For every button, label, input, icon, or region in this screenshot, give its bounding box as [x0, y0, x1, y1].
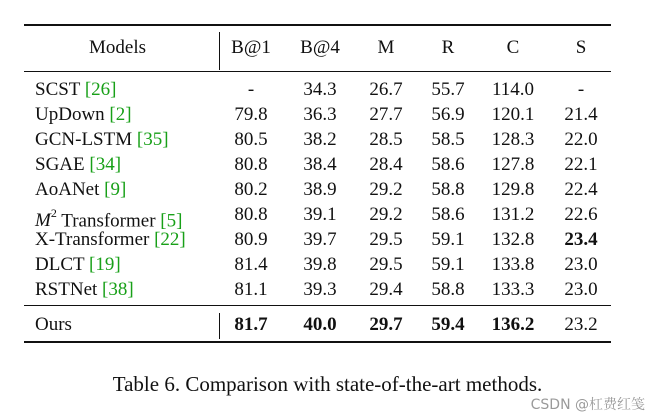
citation-link[interactable]: [38]: [102, 279, 134, 300]
metric-cell: 29.7: [369, 314, 403, 335]
metric-cell: 81.7: [234, 314, 268, 335]
model-name: [35, 179, 126, 201]
metric-cell: 80.8: [234, 204, 268, 225]
metric-cell: 120.1: [491, 104, 535, 125]
metric-cell: 55.7: [431, 79, 465, 100]
column-header: B@4: [300, 37, 340, 58]
model-name: [35, 279, 134, 301]
model-name: [35, 314, 72, 336]
metric-cell: 80.5: [234, 129, 268, 150]
watermark: CSDN @杠费红笺: [530, 397, 645, 413]
metric-cell: 29.5: [369, 229, 403, 250]
model-name: [35, 104, 132, 126]
model-label: X-Transformer: [35, 229, 150, 250]
metric-cell: 28.5: [369, 129, 403, 150]
column-header: Models: [89, 37, 146, 58]
model-name: [35, 129, 169, 151]
metric-cell: -: [247, 79, 255, 100]
citation-link[interactable]: [2]: [109, 104, 132, 125]
metric-cell: 27.7: [369, 104, 403, 125]
metric-cell: 129.8: [491, 179, 535, 200]
metric-cell: 22.4: [564, 179, 598, 200]
top-rule: [24, 24, 611, 26]
metric-cell: 29.4: [369, 279, 403, 300]
model-name: [35, 79, 116, 101]
metric-cell: 81.1: [234, 279, 268, 300]
metric-cell: 22.6: [564, 204, 598, 225]
model-name: [35, 254, 121, 276]
metric-cell: 39.3: [303, 279, 337, 300]
metric-cell: 58.8: [431, 279, 465, 300]
metric-cell: 131.2: [491, 204, 535, 225]
model-label: SCST: [35, 79, 81, 100]
metric-cell: 59.1: [431, 229, 465, 250]
metric-cell: 56.9: [431, 104, 465, 125]
metric-cell: 36.3: [303, 104, 337, 125]
metric-cell: 59.4: [431, 314, 465, 335]
metric-cell: 29.2: [369, 179, 403, 200]
column-header: M: [377, 37, 395, 58]
metric-cell: 58.6: [431, 204, 465, 225]
metric-cell: 133.8: [491, 254, 535, 275]
metric-cell: 127.8: [491, 154, 535, 175]
metric-cell: 128.3: [491, 129, 535, 150]
model-label: GCN-LSTM: [35, 129, 133, 150]
table-caption: Table 6. Comparison with state-of-the-art methods.: [112, 372, 543, 396]
metric-cell: 23.4: [564, 229, 598, 250]
metric-cell: 59.1: [431, 254, 465, 275]
metric-cell: 28.4: [369, 154, 403, 175]
model-label: UpDown: [35, 104, 105, 125]
metric-cell: 21.4: [564, 104, 598, 125]
metric-cell: 26.7: [369, 79, 403, 100]
column-header: B@1: [231, 37, 271, 58]
metric-cell: 29.2: [369, 204, 403, 225]
metric-cell: 29.5: [369, 254, 403, 275]
metric-cell: 133.3: [491, 279, 535, 300]
model-label: Transformer: [61, 210, 156, 232]
metric-cell: 80.9: [234, 229, 268, 250]
metric-cell: 22.1: [564, 154, 598, 175]
metric-cell: 79.8: [234, 104, 268, 125]
metric-cell: 23.0: [564, 254, 598, 275]
metric-cell: 22.0: [564, 129, 598, 150]
column-header: S: [575, 37, 587, 58]
metric-cell: 58.8: [431, 179, 465, 200]
metric-cell: 114.0: [491, 79, 535, 100]
citation-link[interactable]: [26]: [84, 79, 117, 100]
model-math-prefix: $M^2$: [35, 206, 57, 232]
model-label: Ours: [35, 314, 72, 335]
metric-cell: 58.6: [431, 154, 465, 175]
metric-cell: 38.9: [303, 179, 337, 200]
model-label: DLCT: [35, 254, 85, 275]
header-rule: [24, 71, 611, 72]
column-header: R: [441, 37, 455, 58]
ours-rule: [24, 305, 611, 306]
citation-link[interactable]: [5]: [160, 210, 183, 232]
metric-cell: 38.2: [303, 129, 337, 150]
model-name: [35, 229, 186, 251]
metric-cell: 136.2: [491, 314, 535, 335]
metric-cell: 40.0: [303, 314, 337, 335]
metric-cell: 23.2: [564, 314, 598, 335]
column-header: C: [506, 37, 520, 58]
model-label: SGAE: [35, 154, 85, 175]
citation-link[interactable]: [34]: [89, 154, 122, 175]
citation-link[interactable]: [19]: [89, 254, 121, 275]
metric-cell: -: [577, 79, 585, 100]
metric-cell: 80.2: [234, 179, 268, 200]
metric-cell: 39.1: [303, 204, 337, 225]
citation-link[interactable]: [35]: [136, 129, 169, 150]
metric-cell: 81.4: [234, 254, 268, 275]
metric-cell: 34.3: [303, 79, 337, 100]
metric-cell: 39.7: [303, 229, 337, 250]
citation-link[interactable]: [22]: [154, 229, 186, 250]
model-label: AoANet: [35, 179, 100, 200]
metric-cell: 23.0: [564, 279, 598, 300]
metric-cell: 38.4: [303, 154, 337, 175]
metric-cell: 80.8: [234, 154, 268, 175]
metric-cell: 58.5: [431, 129, 465, 150]
bottom-rule: [24, 341, 611, 343]
model-label: RSTNet: [35, 279, 98, 300]
citation-link[interactable]: [9]: [104, 179, 127, 200]
metric-cell: 39.8: [303, 254, 337, 275]
metric-cell: 132.8: [491, 229, 535, 250]
model-name: [35, 154, 121, 176]
